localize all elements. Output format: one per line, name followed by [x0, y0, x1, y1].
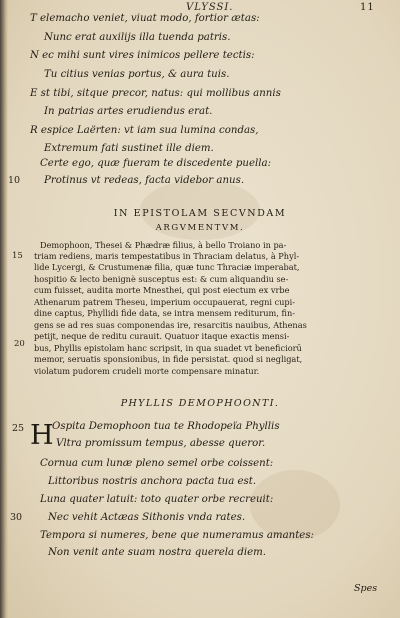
prose-line: memor, seruatis sponsionibus, in fide persistat. quod si negligat,	[34, 354, 303, 364]
epistle-heading: PHYLLIS DEMOPHOONTI.	[120, 398, 280, 409]
prose-line: gens se ad res suas componendas ire, resarcitis nauibus, Athenas	[34, 320, 307, 330]
verse-line: Ospita Demophoon tua te Rhodopeïa Phyllis	[52, 421, 280, 432]
prose-line: violatum pudorem crudeli morte compensare minatur.	[34, 366, 260, 376]
line-number: 10	[8, 175, 21, 186]
verse-line: Vltra promissum tempus, abesse queror.	[56, 438, 266, 449]
verse-line: Cornua cum lunæ pleno semel orbe coissent:	[40, 458, 274, 469]
prose-line: lide Lycergi, & Crustumenæ filia, quæ tunc Thraciæ imperabat,	[34, 262, 300, 272]
verse-line: Certe ego, quæ fueram te discedente puella:	[40, 158, 272, 169]
verse-line: Protinus vt redeas, facta videbor anus.	[44, 175, 245, 186]
catchword: Spes	[354, 583, 378, 594]
verse-line: Nunc erat auxilijs illa tuenda patris.	[44, 32, 231, 43]
prose-line: triam rediens, maris tempestatibus in Thraciam delatus, à Phyl-	[34, 251, 300, 261]
page-gutter-shadow	[0, 0, 8, 618]
prose-line: Athenarum patrem Theseu, imperium occupauerat, regni cupi-	[34, 297, 296, 307]
verse-line: Luna quater latuit: toto quater orbe recreuit:	[40, 494, 274, 505]
verse-line: Extremum fati sustinet ille diem.	[44, 143, 214, 154]
running-title: VLYSSI.	[186, 2, 234, 13]
argument-subheading: ARGVMENTVM.	[155, 223, 245, 233]
prose-line: Demophoon, Thesei & Phædræ filius, à bello Troiano in pa-	[40, 240, 287, 250]
prose-line: bus, Phyllis epistolam hanc scripsit, in qua suadet vt beneficiorū	[34, 343, 302, 353]
verse-line: In patrias artes erudiendus erat.	[44, 106, 213, 117]
prose-line: hospitio & lecto benignè susceptus est: & cum aliquandiu se-	[34, 274, 289, 284]
verse-line: Littoribus nostris anchora pacta tua est.	[48, 476, 257, 487]
verse-line: R espice Laërten: vt iam sua lumina condas,	[30, 125, 259, 136]
line-number: 20	[14, 339, 25, 349]
verse-line: E st tibi, sitque precor, natus: qui mollibus annis	[30, 88, 281, 99]
verse-line: Tempora si numeres, bene que numeramus amantes:	[40, 530, 314, 541]
prose-line: cum fuisset, audita morte Mnesthei, qui post eiectum ex vrbe	[34, 285, 290, 295]
verse-line: Tu citius venias portus, & aura tuis.	[44, 69, 230, 80]
line-number: 25	[12, 423, 25, 434]
page-number: 11	[360, 2, 375, 13]
line-number: 15	[12, 251, 23, 261]
verse-line: Nec vehit Actæas Sithonis vnda rates.	[48, 512, 246, 523]
line-number: 30	[10, 512, 23, 523]
verse-line: Non venit ante suam nostra querela diem.	[48, 547, 267, 558]
drop-cap: H	[30, 420, 54, 451]
prose-line: petijt, neque de reditu curauit. Quatuor itaque exactis mensi-	[34, 331, 290, 341]
verse-line: T elemacho veniet, viuat modo, fortior ætas:	[30, 13, 260, 24]
argument-heading: IN EPISTOLAM SECVNDAM	[113, 208, 287, 219]
prose-line: dine captus, Phyllidi fide data, se intra mensem rediturum, fin-	[34, 308, 295, 318]
verse-line: N ec mihi sunt vires inimicos pellere tectis:	[30, 50, 255, 61]
